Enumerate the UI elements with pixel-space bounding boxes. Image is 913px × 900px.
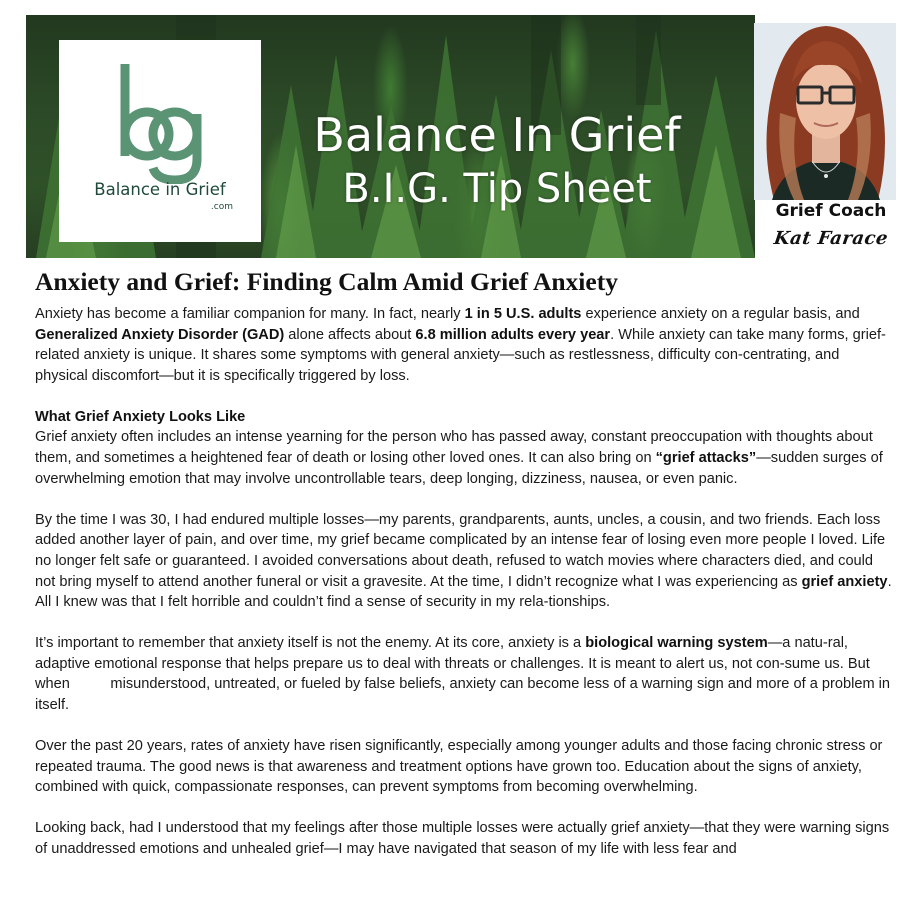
article-title: Anxiety and Grief: Finding Calm Amid Grief Anxiety <box>35 267 618 296</box>
banner-subtitle: B.I.G. Tip Sheet <box>342 166 652 212</box>
grief-attacks-term: “grief attacks” <box>655 450 757 467</box>
coach-portrait-image <box>754 23 896 200</box>
forest-banner <box>26 15 755 258</box>
warning-text-2: —a natu-ral, adaptive emotional response that helps prepare us to deal with threats or challenges. It is meant to alert us, not con-sume us. But when misunderstood, untreated, or fueled by false beliefs, anxiety can become less of a warning sign and more of a problem in itself. <box>35 635 895 713</box>
intro-paragraph <box>35 304 893 386</box>
coach-caption: Grief Coach <box>775 201 887 221</box>
personal-text-1: By the time I was 30, I had endured multiple losses—my parents, grandparents, aunts, uncles, a cousin, and two friends. Each loss added another layer of pain, and over time, my grief became complicated by an intense fear of losing even more people I loved. Life no longer felt safe or guaranteed. I avoided conversations about death, refused to watch movies where characters died, and could not bring myself to attend another funeral or visit a gravesite. At the time, I didn’t recognize what I was experiencing as <box>35 511 897 590</box>
trends-paragraph: Over the past 20 years, rates of anxiety have risen significantly, especially among younger adults and those facing chronic stress or repeated trauma. The good news is that awareness and treatment options have grown too. Education about the signs of anxiety, combined with quick, compassionate responses, can prevent symptoms from becoming overwhelming. <box>35 738 895 796</box>
biological-warning-term: biological warning system <box>585 635 768 652</box>
grief-anxiety-term: grief anxiety <box>801 573 888 590</box>
coach-photo <box>754 23 896 200</box>
intro-text-3: alone affects about <box>284 326 416 343</box>
personal-text-2: . All I knew was that I felt horrible and couldn’t find a sense of security in my rela-tionships. <box>35 573 895 611</box>
intro-gad: Generalized Anxiety Disorder (GAD) <box>35 326 285 343</box>
intro-stat-adults: 1 in 5 U.S. adults <box>464 306 582 322</box>
section-heading: What Grief Anxiety Looks Like <box>35 408 246 425</box>
reflection-paragraph: Looking back, had I understood that my feelings after those multiple losses were actually grief anxiety—that they were warning signs of unaddressed emotions and unhealed grief—I may have navigated that season of my life with less fear and <box>35 820 890 857</box>
coach-name-signature: Kat Farace <box>772 228 890 249</box>
section-text-1: Grief anxiety often includes an intense yearning for the person who has passed away, constant preoccupation with thoughts about them, and sometimes a heightened fear of death or losing other loved ones. It can also bring on <box>35 429 873 467</box>
intro-text-1: Anxiety has become a familiar companion for many. In fact, nearly <box>35 306 465 322</box>
intro-stat-million: 6.8 million adults every year <box>415 326 611 343</box>
section-text-2: —sudden surges of overwhelming emotion that may involve uncontrollable tears, deep longing, dizziness, nausea, or even panic. <box>35 450 883 487</box>
bg-logo-mark-icon <box>117 64 207 184</box>
banner-title: Balance In Grief <box>313 108 681 162</box>
logo-brand-text: Balance in Grief <box>94 180 226 199</box>
intro-text-2: experience anxiety on a regular basis, and <box>581 306 860 322</box>
warning-paragraph <box>35 633 893 715</box>
warning-text-1: It’s important to remember that anxiety itself is not the enemy. At its core, anxiety is a <box>35 635 586 652</box>
article <box>35 266 897 880</box>
section-paragraph <box>35 427 893 489</box>
logo <box>59 40 261 242</box>
intro-text-4: . While anxiety can take many forms, grief-related anxiety is unique. It shares some symptoms with general anxiety—such as restlessness, difficulty con-centrating, and physical discomfort—but it is specifically triggered by loss. <box>35 326 886 384</box>
personal-paragraph <box>35 510 897 613</box>
logo-domain-text: .com <box>210 202 233 212</box>
